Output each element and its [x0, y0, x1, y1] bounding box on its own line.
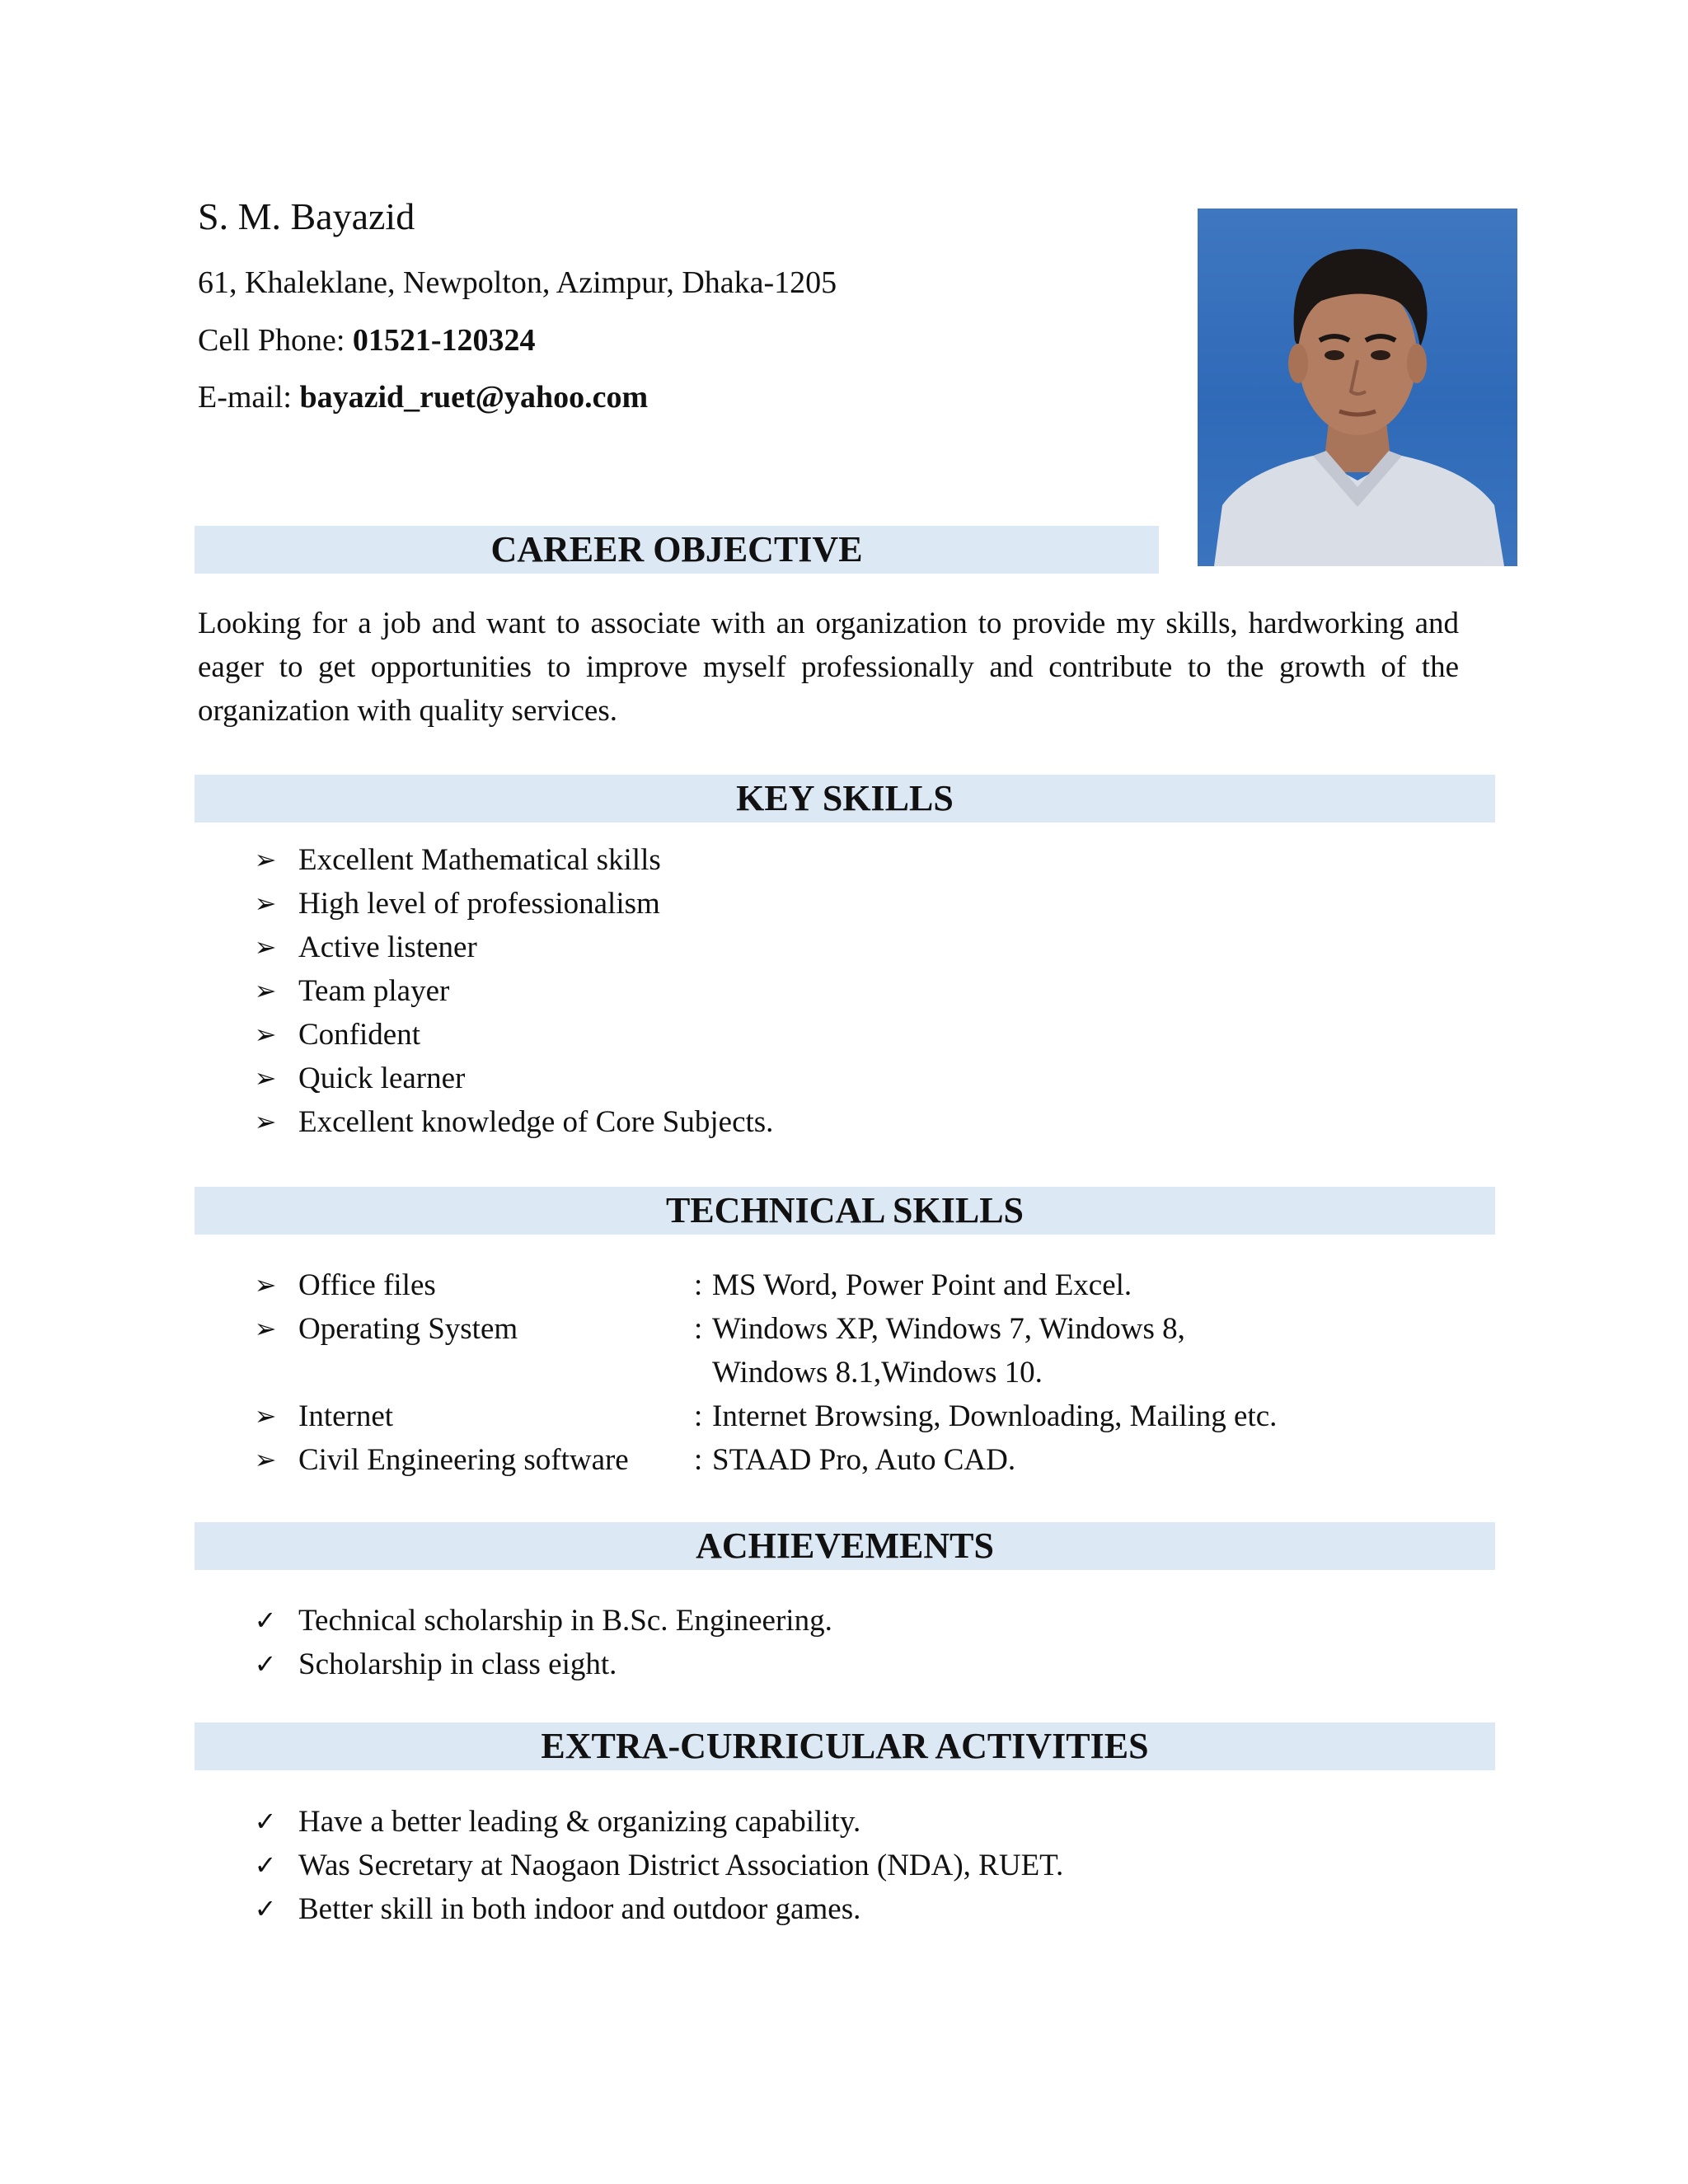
tech-skill-label: Civil Engineering software [298, 1443, 629, 1477]
tech-skill-value: Internet Browsing, Downloading, Mailing etc. [712, 1399, 1278, 1433]
key-skill-text: Team player [298, 974, 450, 1008]
achievements-heading: ACHIEVEMENTS [195, 1522, 1495, 1570]
activity-text: Was Secretary at Naogaon District Association (NDA), RUET. [298, 1849, 1064, 1882]
tech-colon: : [694, 1443, 703, 1477]
extra-curricular-list [198, 1800, 1434, 1931]
achievements-list [198, 1599, 1434, 1686]
address: 61, Khaleklane, Newpolton, Azimpur, Dhaka-1205 [198, 265, 837, 300]
email-line [198, 377, 648, 418]
arrow-bullet-icon: ➢ [254, 1106, 277, 1137]
list-item [198, 882, 1434, 926]
check-bullet-icon: ✓ [254, 1806, 277, 1837]
check-bullet-icon: ✓ [254, 1605, 277, 1636]
key-skills-list [198, 838, 1434, 1144]
activity-text: Have a better leading & organizing capability. [298, 1805, 861, 1839]
list-item [198, 1844, 1434, 1887]
tech-skill-label: Operating System [298, 1312, 518, 1346]
arrow-bullet-icon: ➢ [254, 1019, 277, 1050]
achievement-text: Technical scholarship in B.Sc. Engineering. [298, 1604, 832, 1638]
arrow-bullet-icon: ➢ [254, 931, 277, 963]
arrow-bullet-icon: ➢ [254, 1444, 277, 1475]
email-address: bayazid_ruet@yahoo.com [299, 380, 649, 415]
candidate-name: S. M. Bayazid [198, 195, 415, 237]
arrow-bullet-icon: ➢ [254, 1400, 277, 1432]
table-row [198, 1438, 1467, 1482]
list-item [198, 1057, 1434, 1100]
check-bullet-icon: ✓ [254, 1893, 277, 1924]
tech-skill-value: Windows XP, Windows 7, Windows 8, [712, 1312, 1185, 1346]
key-skill-text: Quick learner [298, 1062, 466, 1095]
phone-number: 01521-120324 [352, 323, 536, 358]
arrow-bullet-icon: ➢ [254, 888, 277, 919]
key-skill-text: Excellent Mathematical skills [298, 843, 661, 877]
key-skill-text: Confident [298, 1018, 420, 1052]
arrow-bullet-icon: ➢ [254, 1313, 277, 1344]
list-item [198, 1887, 1434, 1931]
arrow-bullet-icon: ➢ [254, 844, 277, 875]
tech-colon: : [694, 1399, 703, 1433]
list-item [198, 1013, 1434, 1057]
tech-colon: : [694, 1312, 703, 1346]
arrow-bullet-icon: ➢ [254, 1269, 277, 1301]
phone-line [198, 320, 536, 361]
list-item [198, 1100, 1434, 1144]
activity-text: Better skill in both indoor and outdoor games. [298, 1892, 861, 1926]
tech-skill-label: Internet [298, 1399, 394, 1433]
career-objective-heading: CAREER OBJECTIVE [195, 526, 1159, 574]
list-item [198, 969, 1434, 1013]
phone-label: Cell Phone: [198, 323, 353, 358]
email-label: E-mail: [198, 380, 300, 415]
career-objective-text: Looking for a job and want to associate with an organization to provide my skills, hardworking and eager to get opportunities to improve myself professionally and contribute to the growth of the organization with quality services. [198, 607, 1459, 728]
arrow-bullet-icon: ➢ [254, 975, 277, 1006]
portrait-illustration [1198, 209, 1517, 566]
tech-skill-value: MS Word, Power Point and Excel. [712, 1268, 1132, 1302]
key-skill-text: Excellent knowledge of Core Subjects. [298, 1105, 774, 1139]
key-skill-text: High level of professionalism [298, 887, 660, 921]
tech-skill-value: Windows 8.1,Windows 10. [712, 1356, 1043, 1390]
key-skills-heading: KEY SKILLS [195, 775, 1495, 823]
tech-skill-label: Office files [298, 1268, 436, 1302]
list-item [198, 1599, 1434, 1643]
list-item [198, 838, 1434, 882]
list-item [198, 926, 1434, 969]
technical-skills-heading: TECHNICAL SKILLS [195, 1187, 1495, 1235]
tech-skill-value: STAAD Pro, Auto CAD. [712, 1443, 1016, 1477]
achievement-text: Scholarship in class eight. [298, 1647, 617, 1681]
table-row [198, 1307, 1467, 1351]
profile-photo [1198, 209, 1517, 566]
technical-skills-table [198, 1263, 1467, 1482]
list-item [198, 1800, 1434, 1844]
check-bullet-icon: ✓ [254, 1849, 277, 1881]
table-row [198, 1351, 1467, 1394]
extra-curricular-heading: EXTRA-CURRICULAR ACTIVITIES [195, 1722, 1495, 1770]
check-bullet-icon: ✓ [254, 1648, 277, 1680]
tech-colon: : [694, 1268, 703, 1302]
list-item [198, 1643, 1434, 1686]
key-skill-text: Active listener [298, 930, 477, 964]
table-row [198, 1394, 1467, 1438]
table-row [198, 1263, 1467, 1307]
arrow-bullet-icon: ➢ [254, 1062, 277, 1094]
